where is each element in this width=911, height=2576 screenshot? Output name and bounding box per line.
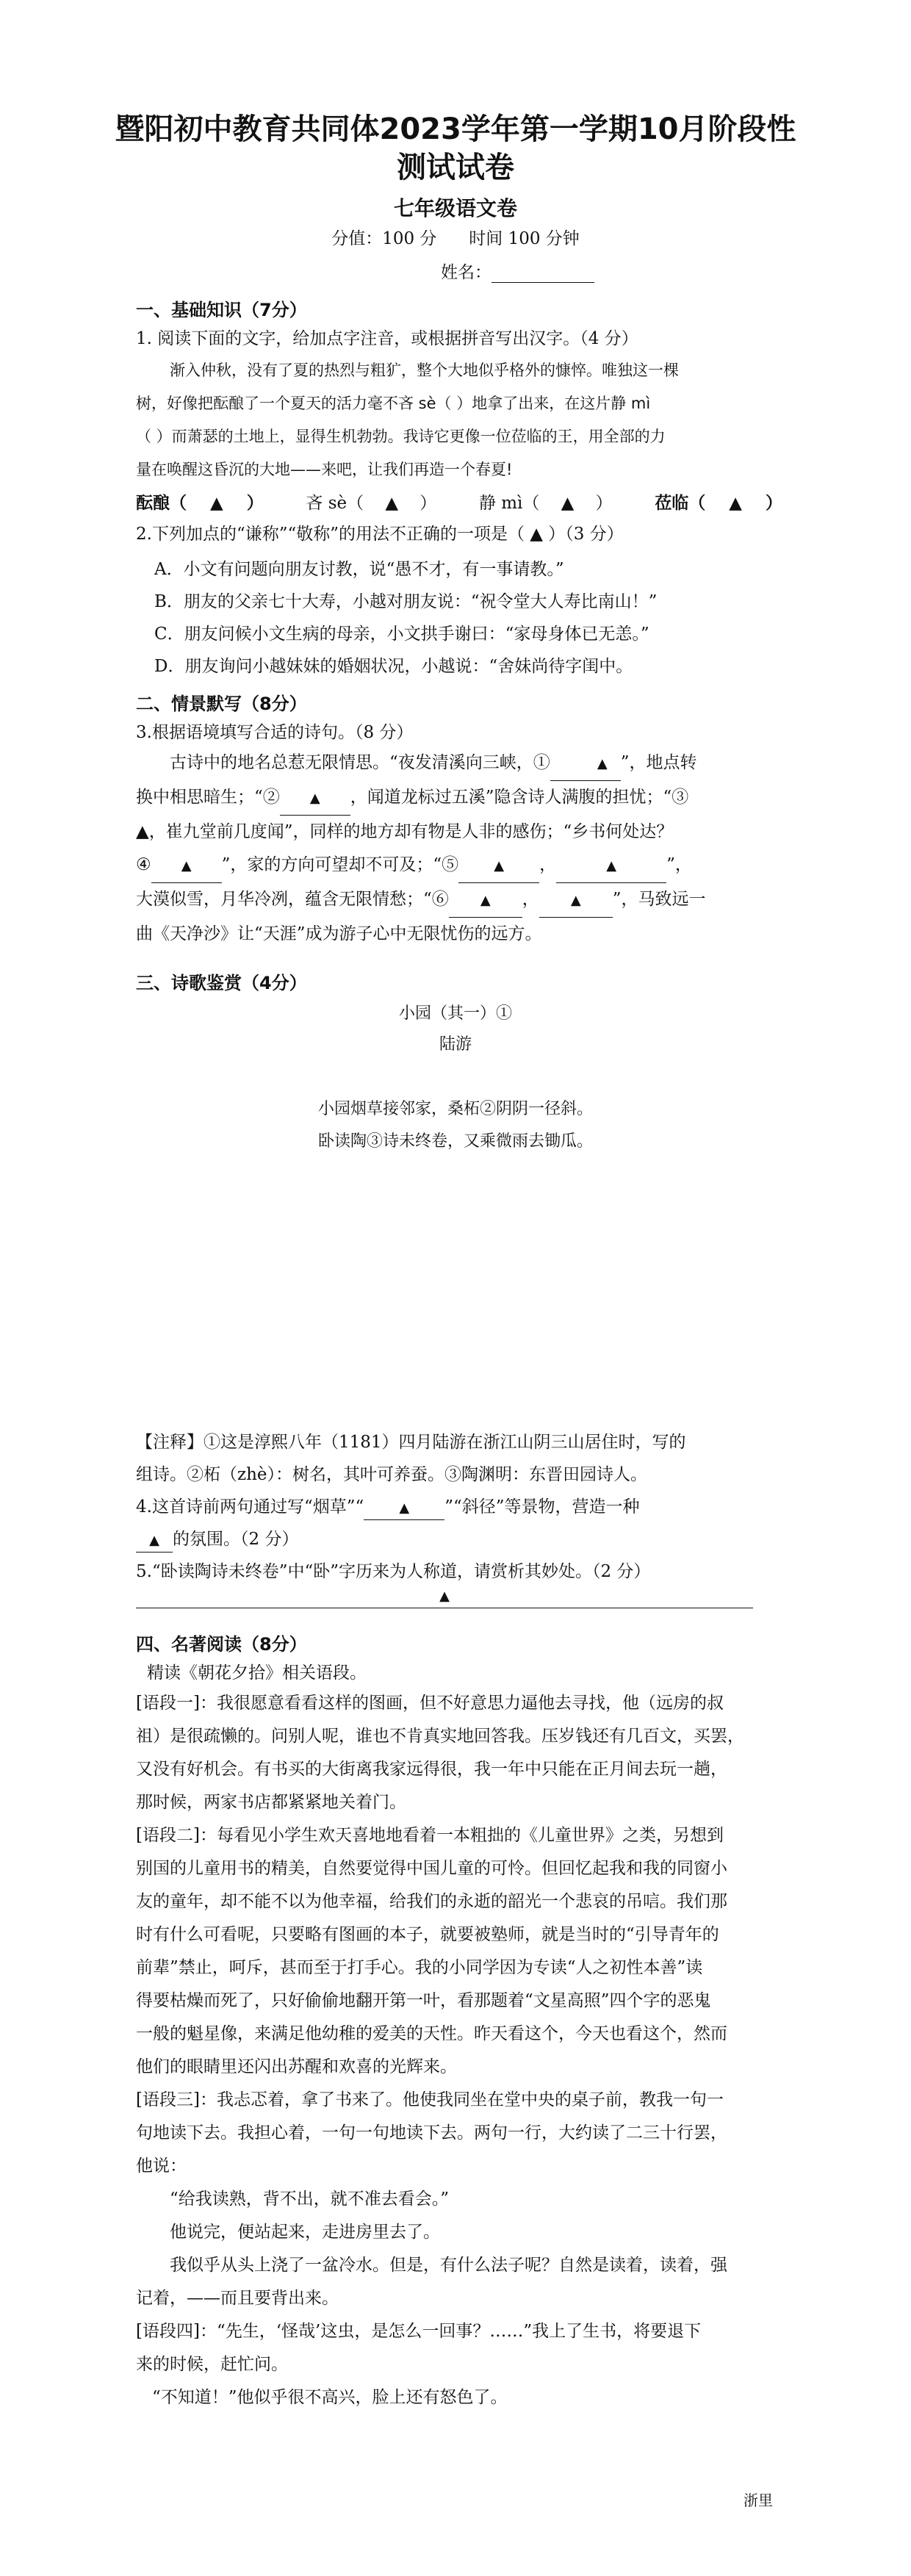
excerpt-line: 句地读下去。我担心着，一句一句地读下去。两句一行，大约读了二三十行罢， — [136, 2123, 727, 2143]
q2-option-b[interactable]: B．朋友的父亲七十大寿，小越对朋友说：“祝令堂大人寿比南山！” — [154, 592, 658, 611]
poem-line-2: 卧读陶③诗未终卷，又乘微雨去锄瓜。 — [317, 1132, 593, 1151]
excerpt-line: 他说完，便站起来，走进房里去了。 — [170, 2223, 440, 2242]
exam-subtitle: 七年级语文卷 — [393, 196, 517, 220]
q3-line-4: ④ ▲ ”，家的方向可望却不可及；“⑤ ▲ ， ▲ ”， — [136, 849, 782, 883]
poem-title: 小园（其一）① — [398, 1004, 512, 1023]
excerpt-line: 又没有好机会。有书买的大街离我家远得很，我一年中只能在正月间去玩一趟， — [136, 1760, 727, 1779]
q3-stem: 3.根据语境填写合适的诗句。（8 分） — [136, 723, 414, 742]
excerpt-line: 记着，——而且要背出来。 — [136, 2289, 339, 2308]
q2-stem: 2.下列加点的“谦称”“敬称”的用法不正确的一项是（ ▲ ）（3 分） — [136, 525, 624, 544]
name-label: 姓名： — [441, 263, 491, 282]
poem-line-1: 小园烟草接邻家，桑柘②阴阴一径斜。 — [317, 1100, 593, 1118]
q4-blank-2[interactable]: ▲ — [136, 1528, 173, 1553]
excerpt-line: 得要枯燥而死了，只好偷偷地翻开第一叶，看那题着“文星高照”四个字的恶鬼 — [136, 1991, 711, 2010]
q3-line-2: 换中相思暗生；“② ▲ ，闻道龙标过五溪”隐含诗人满腹的担忧；“③ — [136, 781, 782, 816]
q1-fill-row — [136, 489, 782, 514]
q2-option-c[interactable]: C．朋友问候小文生病的母亲，小文拱手谢曰：“家母身体已无恙。” — [154, 625, 649, 644]
section4-intro: 精读《朝花夕拾》相关语段。 — [147, 1663, 367, 1683]
exam-title-line1: 暨阳初中教育共同体2023学年第一学期10月阶段性 — [115, 112, 796, 146]
name-field[interactable] — [491, 263, 594, 283]
excerpt-line: 我似乎从头上浇了一盆冷水。但是，有什么法子呢？自然是读着，读着，强 — [170, 2256, 727, 2275]
blank-6b[interactable]: ▲ — [539, 883, 613, 918]
page-footer: 浙里 — [743, 2492, 773, 2509]
blank-5b[interactable]: ▲ — [556, 849, 666, 883]
blank-5a[interactable]: ▲ — [458, 849, 539, 883]
excerpt-line: 一般的魁星像，来满足他幼稚的爱美的天性。昨天看这个，今天也看这个，然而 — [136, 2024, 727, 2043]
q1-passage — [136, 354, 782, 486]
q3-line-5: 大漠似雪，月华冷冽，蕴含无限情愁；“⑥ ▲ ， ▲ ”，马致远一 — [136, 883, 782, 918]
q3-passage — [136, 746, 782, 951]
score-time: 分值：100 分 时间 100 分钟 — [331, 229, 580, 248]
excerpt-line: 友的童年，却不能不以为他幸福，给我们的永逝的韶光一个悲哀的吊唁。我们那 — [136, 1892, 727, 1911]
excerpt-line: 他说： — [136, 2156, 187, 2176]
section4-heading: 四、名著阅读（8分） — [136, 1634, 307, 1655]
passage-line: 量在唤醒这昏沉的大地——来吧，让我们再造一个春夏! — [136, 461, 513, 478]
poem-note-2: 组诗。②柘（zhè）：树名，其叶可养蚕。③陶渊明：东晋田园诗人。 — [136, 1465, 648, 1484]
q1-stem: 1. 阅读下面的文字，给加点字注音，或根据拼音写出汉字。（4 分） — [136, 329, 638, 348]
q5-stem: 5.“卧读陶诗未终卷”中“卧”字历来为人称道，请赏析其妙处。（2 分） — [136, 1562, 651, 1581]
excerpt-line: [语段一]：我很愿意看看这样的图画，但不好意思力逼他去寻找，他（远房的叔 — [136, 1694, 724, 1713]
excerpt-4 — [136, 2315, 782, 2414]
passage-line: （ ）而萧瑟的土地上，显得生机勃勃。我诗它更像一位莅临的王，用全部的力 — [136, 428, 666, 445]
q3-line-1: 古诗中的地名总惹无限情思。“夜发清溪向三峡，① ▲ ”，地点转 — [136, 746, 782, 781]
poem-author: 陆游 — [439, 1035, 472, 1054]
blank-1[interactable]: ▲ — [550, 746, 621, 781]
fill-item[interactable]: 吝 sè（ ▲ ） — [306, 494, 437, 513]
q4-line-2: ▲ 的氛围。（2 分） — [136, 1528, 298, 1553]
excerpt-line: 来的时候，赶忙问。 — [136, 2355, 288, 2374]
section3-heading: 三、诗歌鉴赏（4分） — [136, 973, 307, 993]
blank-4[interactable]: ▲ — [151, 849, 222, 883]
excerpt-line: 时有什么可看呢，只要略有图画的本子，就要被塾师，就是当时的“引导青年的 — [136, 1925, 719, 1944]
q3-line-3: ▲，崔九堂前几度闻”，同样的地方却有物是人非的感伤；“乡书何处达？ — [136, 822, 674, 841]
q2-option-a[interactable]: A．小文有问题向朋友讨教，说“愚不才，有一事请教。” — [154, 560, 564, 579]
q4-line-1: 4.这首诗前两句通过写“烟草”“ ▲ ”“斜径”等景物，营造一种 — [136, 1496, 640, 1520]
passage-line: 树，好像把酝酿了一个夏天的活力毫不吝 sè（ ）地拿了出来，在这片静 mì — [136, 395, 651, 412]
excerpt-line: 前辈”禁止，呵斥，甚而至于打手心。我的小同学因为专读“人之初性本善”读 — [136, 1958, 703, 1977]
exam-title-line2: 测试试卷 — [397, 151, 514, 184]
excerpt-3 — [136, 2084, 782, 2315]
blank-6a[interactable]: ▲ — [449, 883, 522, 918]
q4-blank-1[interactable]: ▲ — [364, 1496, 444, 1520]
blank-2[interactable]: ▲ — [280, 781, 350, 816]
poem-note-1: 【注释】①这是淳熙八年（1181）四月陆游在浙江山阴三山居住时，写的 — [136, 1433, 686, 1452]
excerpt-line: 那时候，两家书店都紧紧地关着门。 — [136, 1793, 406, 1812]
q2-option-d[interactable]: D．朋友询问小越妹妹的婚姻状况，小越说：“舍妹尚待字闺中。 — [154, 657, 633, 676]
section1-heading: 一、基础知识（7分） — [136, 300, 307, 320]
name-row — [441, 259, 594, 283]
passage-line: 渐入仲秋，没有了夏的热烈与粗犷，整个大地似乎格外的慷悴。唯独这一棵 — [170, 361, 679, 379]
excerpt-line: 别国的儿童用书的精美，自然要觉得中国儿童的可怜。但回忆起我和我的同窗小 — [136, 1859, 727, 1878]
excerpt-line: “不知道！”他似乎很不高兴，脸上还有怒色了。 — [152, 2388, 508, 2407]
fill-item[interactable]: 酝酿（ ▲ ） — [136, 493, 264, 513]
q3-line-6: 曲《天净沙》让“天涯”成为游子心中无限忧伤的远方。 — [136, 924, 542, 943]
fill-item[interactable]: 静 mì（ ▲ ） — [478, 494, 613, 513]
section2-heading: 二、情景默写（8分） — [136, 694, 307, 714]
excerpt-line: 祖）是很疏懒的。问别人呢，谁也不肯真实地回答我。压岁钱还有几百文，买罢， — [136, 1727, 744, 1746]
excerpt-2 — [136, 1819, 782, 2084]
excerpt-line: [语段二]：每看见小学生欢天喜地地看着一本粗拙的《儿童世界》之类，另想到 — [136, 1826, 724, 1845]
excerpt-line: 他们的眼睛里还闪出苏醒和欢喜的光辉来。 — [136, 2057, 457, 2076]
excerpt-line: [语段四]：“先生，‘怪哉’这虫，是怎么一回事？……”我上了生书，将要退下 — [136, 2322, 702, 2341]
excerpt-line: [语段三]：我忐忑着，拿了书来了。他使我同坐在堂中央的桌子前，教我一句一 — [136, 2090, 724, 2109]
excerpt-1 — [136, 1687, 782, 1819]
excerpt-line: “给我读熟，背不出，就不准去看会。” — [170, 2190, 450, 2209]
fill-item[interactable]: 莅临（ ▲ ） — [655, 493, 782, 513]
q5-answer-line[interactable]: ▲ — [136, 1586, 753, 1608]
